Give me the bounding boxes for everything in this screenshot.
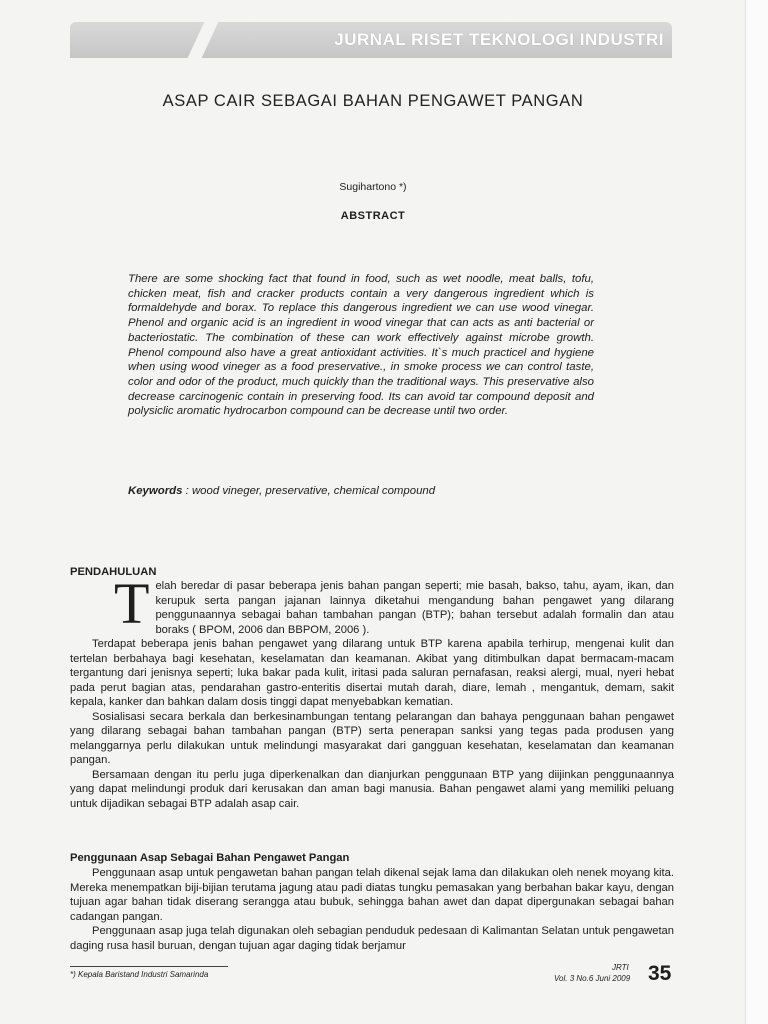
drop-cap: T	[114, 571, 150, 636]
footnote-rule	[70, 966, 228, 967]
section-heading-penggunaan: Penggunaan Asap Sebagai Bahan Pengawet Pangan	[70, 852, 350, 864]
paragraph: Sosialisasi secara berkala dan berkesinambungan tentang pelarangan dan bahaya penggunaan bahan pengawet yang dilarang sebagai bahan tambahan pangan (BTP) serta penerapan sanksi yang tegas pada produsen yang melanggarnya perlu dilakukan untuk melindungi masyarakat dari gangguan kesehatan, keselamatan dan keamanan pangan.	[70, 710, 674, 766]
footnote: *) Kepala Baristand Industri Samarinda	[70, 970, 209, 979]
footer-journal-abbr: JRTI	[612, 963, 629, 972]
paragraph: Bersamaan dengan itu perlu juga diperkenalkan dan dianjurkan penggunaan BTP yang diijinkan penggunaannya yang dapat melindungi produk dari kerusakan dan aman bagi manusia. Bahan pengawet alami yang memiliki peluang untuk dijadikan sebagai BTP adalah asap cair.	[70, 768, 674, 810]
article-title: ASAP CAIR SEBAGAI BAHAN PENGAWET PANGAN	[162, 92, 584, 110]
abstract-text: There are some shocking fact that found in food, such as wet noodle, meat balls, tofu, chicken meat, fish and cracker products contain a very dangerous ingredient which is formaldehyde and borax. To replace this dangerous ingredient we can use wood vinegar. Phenol and organic acid is an ingredient in wood vinegar that can acts as anti bacterial or bacteriostatic. The combination of these can work effectively against microbe growth. Phenol compound also have a great antioxidant activities. It`s much practicel and hygiene when using wood vineger as a food preservative., in smoke process we can control taste, color and odor of the product, much quickly than the traditional ways. This preservative also decrease carcinogenic contain in preserving food. Its can avoid tar compound deposit and polysiclic aromatic hydrocarbon compound can be decrease until two order.	[128, 273, 594, 418]
keywords-list: : wood vineger, preservative, chemical compound	[185, 485, 436, 497]
author-name: Sugihartono *)	[339, 181, 407, 193]
keywords-label: Keywords	[128, 485, 183, 497]
page-edge	[745, 0, 768, 1024]
paragraph: Terdapat beberapa jenis bahan pengawet yang dilarang untuk BTP karena apabila terhirup, mengenai kulit dan tertelan berbahaya bagi kesehatan, keselamatan dan keamanan. Akibat yang ditimbulkan dapat bermacam-macam tergantung dari jenisnya seperti; luka bakar pada kulit, iritasi pada saluran pernafasan, reaksi alergi, mual, nyeri hebat pada perut bagian atas, pendarahan gastro-enteritis disertai mutah darah, diare, lemah , mengantuk, demam, sakit kepala, kanker dan bahkan dalam dosis tinggi dapat menyebabkan kematian.	[70, 638, 674, 708]
paragraph-text: elah beredar di pasar beberapa jenis bahan pangan seperti; mie basah, bakso, tahu, ayam, ikan, dan kerupuk serta pangan jajanan lainnya diketahui mengandung bahan pengawet yang dilarang penggunaannya sebagai bahan tambahan pangan (BTP); bahan tersebut adalah formalin dan atau boraks ( BPOM, 2006 dan BBPOM, 2006 ).	[155, 580, 674, 636]
keywords	[128, 485, 598, 497]
section-heading-pendahuluan: PENDAHULUAN	[70, 566, 157, 578]
abstract-heading: ABSTRACT	[340, 210, 406, 222]
journal-name: JURNAL RISET TEKNOLOGI INDUSTRI	[334, 30, 664, 49]
page-number: 35	[648, 962, 672, 985]
paragraph: Penggunaan asap juga telah digunakan oleh sebagian penduduk pedesaan di Kalimantan Selatan untuk pengawetan daging rusa hasil buruan, dengan tujuan agar daging tidak berjamur	[70, 925, 674, 952]
paragraph: Penggunaan asap untuk pengawetan bahan pangan telah dikenal sejak lama dan dilakukan oleh nenek moyang kita. Mereka menempatkan biji-bijian terutama jagung atau padi diatas tungku pemasakan yang berbahan bakar kayu, dengan tujuan agar bahan tidak diserang serangga atau bubuk, sehingga bahan awet dan dapat dipergunakan sebagai bahan cadangan pangan.	[70, 867, 674, 923]
section-body-penggunaan	[70, 866, 674, 953]
footer-volume: Vol. 3 No.6 Juni 2009	[554, 974, 631, 983]
